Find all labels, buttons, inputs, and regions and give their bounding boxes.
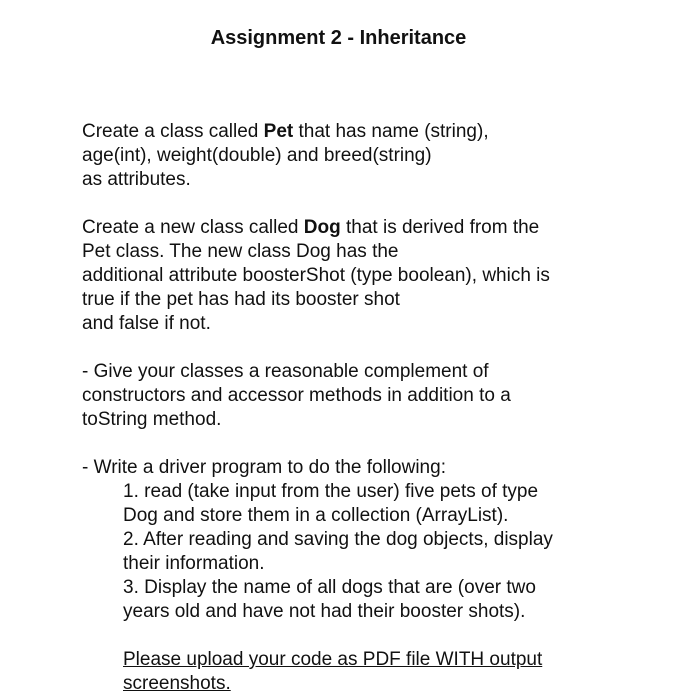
pet-class-name: Pet <box>263 121 294 142</box>
task-item-1: 1. read (take input from the user) five pets of type <box>123 481 539 502</box>
paragraph-pet-class: Create a class called Pet that has name (string), age(int), weight(double) and breed(string) as attributes. <box>82 121 489 190</box>
document-body <box>82 120 652 696</box>
paragraph-dog-class: Create a new class called Dog that is derived from the Pet class. The new class Dog has the additional attribute boosterShot (type boolean), which is true if the pet has had its booster shot and false if not. <box>82 217 550 334</box>
paragraph-driver-program: - Write a driver program to do the following: 1. read (take input from the user) five pets of type Dog and store them in a collection (ArrayList). 2. After reading and saving the dog objects, display their information. 3. Display the name of all dogs that are (over two years old and have not had their booster shots). <box>82 456 652 624</box>
upload-note: Please upload your code as PDF file WITH output screenshots. <box>123 649 543 694</box>
task-item-3: 3. Display the name of all dogs that are (over two <box>123 577 536 598</box>
document-title: Assignment 2 - Inheritance <box>210 27 467 49</box>
task-list: 1. read (take input from the user) five pets of type Dog and store them in a collection (ArrayList). 2. After reading and saving the dog objects, display their information. 3. Display the name of all dogs that are (over two years old and have not had their booster shots). <box>82 480 652 624</box>
dog-class-name: Dog <box>303 217 341 238</box>
task-item-2: 2. After reading and saving the dog objects, display <box>123 529 553 550</box>
paragraph-constructors: - Give your classes a reasonable complement of constructors and accessor methods in addition to a toString method. <box>82 361 511 430</box>
